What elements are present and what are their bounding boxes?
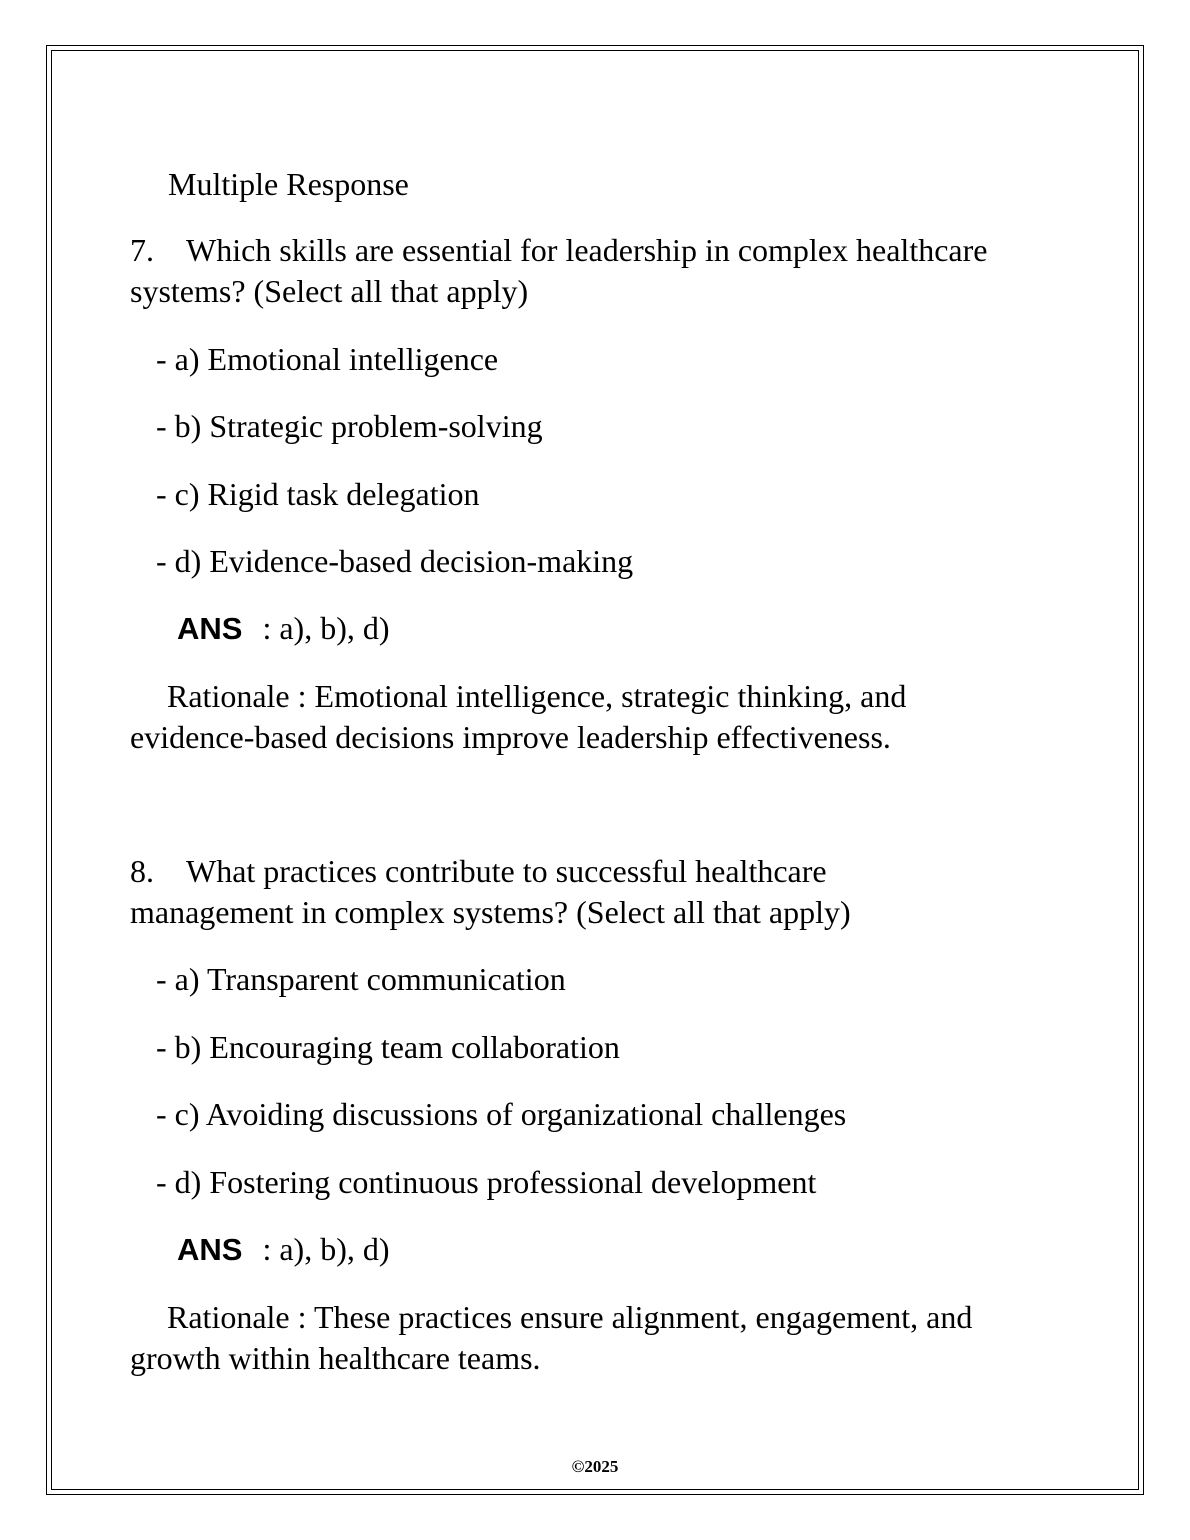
option-b: - b) Strategic problem-solving — [156, 408, 543, 444]
option-c: - c) Rigid task delegation — [156, 476, 480, 512]
answer-value: : a), b), d) — [262, 1231, 390, 1267]
answer-label: ANS — [177, 611, 243, 646]
answer-line — [177, 608, 390, 649]
rationale: Rationale : These practices ensure alignment, engagement, and — [167, 1299, 973, 1335]
rationale-continued: growth within healthcare teams. — [130, 1340, 541, 1376]
question-stem: What practices contribute to successful healthcare — [186, 853, 827, 889]
question-stem-continued: management in complex systems? (Select all that apply) — [130, 894, 851, 930]
question-number: 8. — [130, 853, 154, 889]
option-c: - c) Avoiding discussions of organizational challenges — [156, 1096, 847, 1132]
answer-value: : a), b), d) — [262, 610, 390, 646]
option-a: - a) Emotional intelligence — [156, 341, 499, 377]
copyright-footer: ©2025 — [571, 1457, 619, 1476]
option-b: - b) Encouraging team collaboration — [156, 1029, 620, 1065]
question-stem-continued: systems? (Select all that apply) — [130, 273, 529, 309]
answer-label: ANS — [177, 1232, 243, 1267]
section-heading: Multiple Response — [168, 166, 409, 202]
question-number: 7. — [130, 232, 154, 268]
option-d: - d) Fostering continuous professional development — [156, 1164, 817, 1200]
answer-line — [177, 1229, 390, 1270]
option-d: - d) Evidence-based decision-making — [156, 543, 634, 579]
option-a: - a) Transparent communication — [156, 961, 566, 997]
rationale-continued: evidence-based decisions improve leadership effectiveness. — [130, 719, 891, 755]
question-stem: Which skills are essential for leadership in complex healthcare — [186, 232, 988, 268]
rationale: Rationale : Emotional intelligence, strategic thinking, and — [167, 678, 907, 714]
